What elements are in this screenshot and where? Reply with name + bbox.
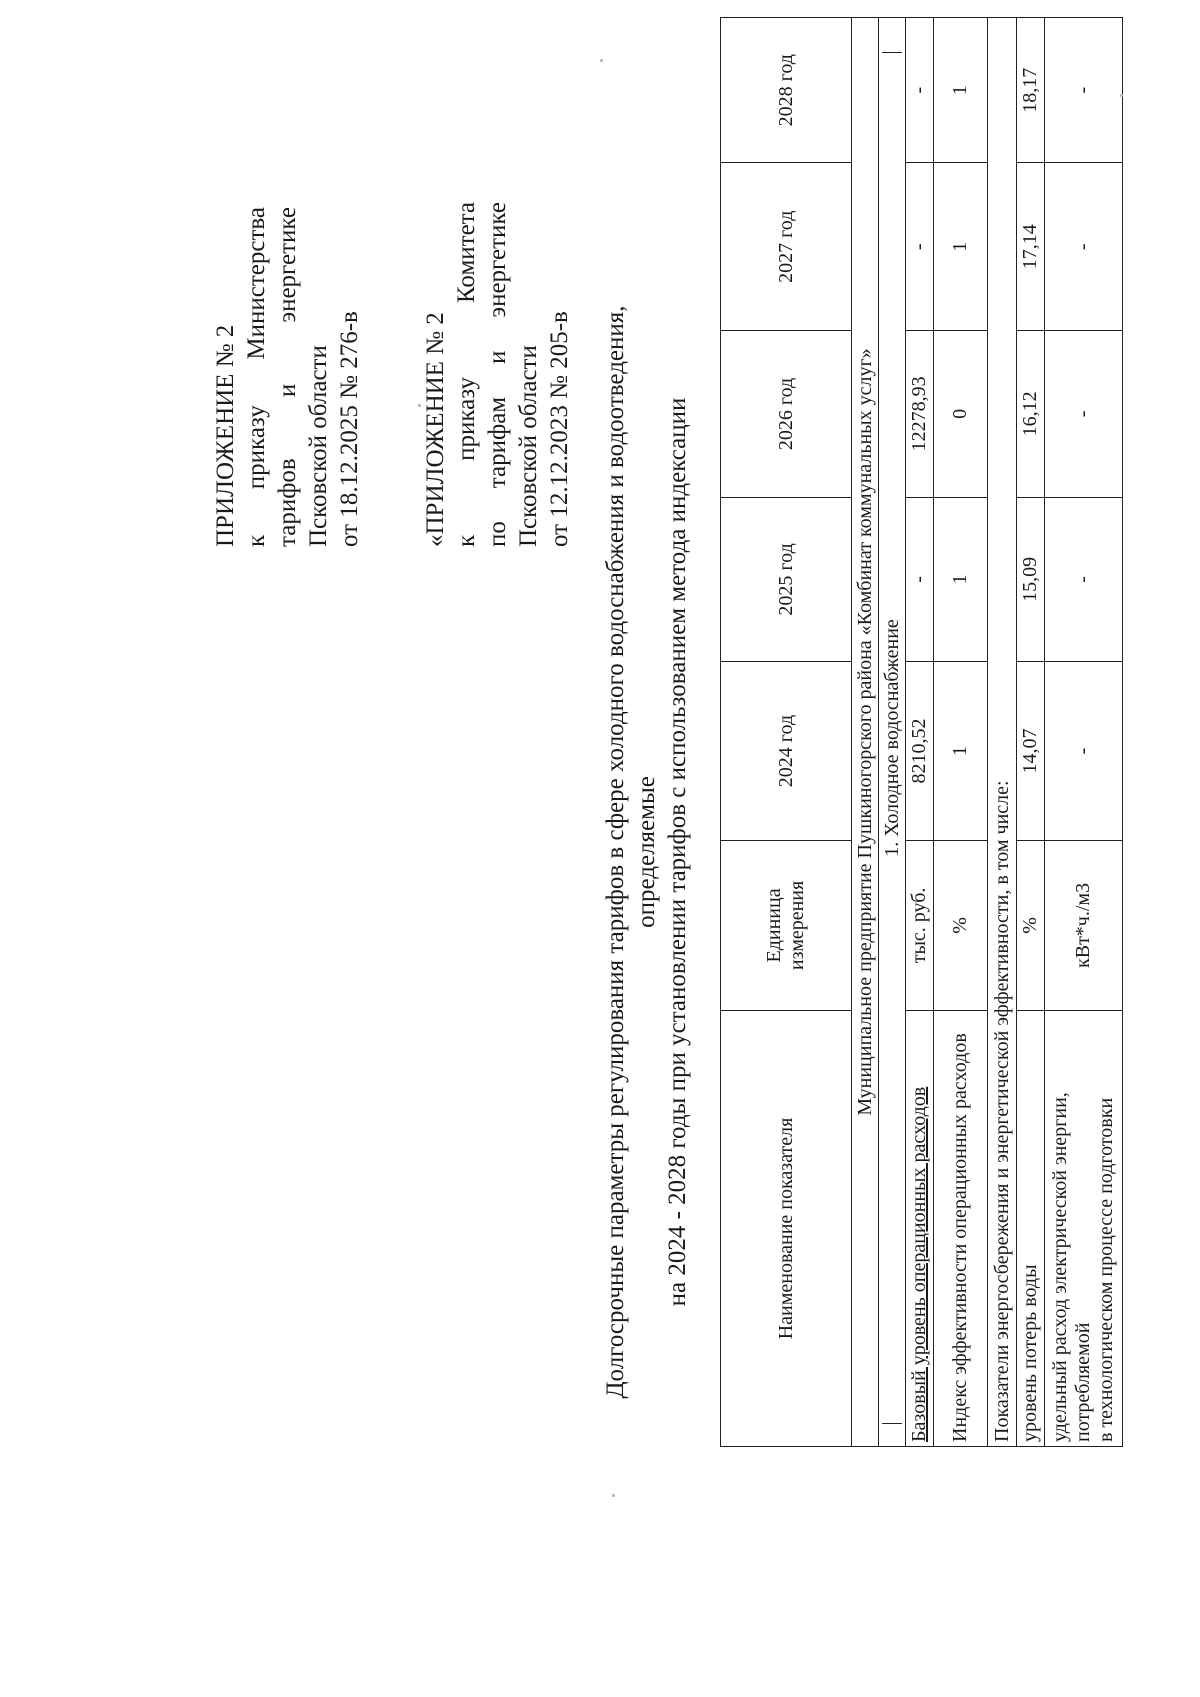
parameters-table <box>720 17 1123 1447</box>
cell: 1 <box>934 497 988 661</box>
appendix-block-previous <box>420 202 575 547</box>
table-row <box>988 18 1017 1447</box>
section-title: 1. Холодное водоснабжение <box>880 619 903 857</box>
cell: 1 <box>934 18 988 163</box>
column-header: 2027 год <box>721 163 852 331</box>
appendix-line: по тарифам и энергетике <box>484 202 511 547</box>
appendix-line: Псковской области <box>305 345 332 547</box>
cell: 1 <box>934 163 988 331</box>
cell: - <box>906 497 934 661</box>
cell: тыс. руб. <box>906 840 934 1010</box>
appendix-line: Псковской области <box>515 345 542 547</box>
table-row <box>879 18 906 1447</box>
title-line: на 2024 - 2028 годы при установлении тарифов с использованием метода индексации <box>664 397 691 1307</box>
cell: % <box>1017 840 1045 1010</box>
appendix-heading: ПРИЛОЖЕНИЕ № 2 <box>212 324 239 547</box>
cell: 14,07 <box>1017 662 1045 841</box>
document-title <box>600 227 693 1477</box>
section-row <box>879 18 906 1447</box>
cell: кВт*ч./м3 <box>1045 840 1123 1010</box>
table-header-row <box>721 18 852 1447</box>
appendix-heading: «ПРИЛОЖЕНИЕ № 2 <box>422 312 449 547</box>
table-row <box>1045 18 1123 1447</box>
scan-speck <box>612 1494 615 1497</box>
appendix-line: от 18.12.2025 № 276-в <box>336 311 363 547</box>
table-row <box>906 18 934 1447</box>
cell: 8210,52 <box>906 662 934 841</box>
table-row <box>934 18 988 1447</box>
cell: - <box>906 163 934 331</box>
column-header: 2025 год <box>721 497 852 661</box>
cell: - <box>1045 163 1123 331</box>
column-header: Наименование показателя <box>721 1010 852 1446</box>
subsection-row: Показатели энергосбережения и энергетической эффективности, в том числе: <box>988 18 1017 1447</box>
cell: % <box>934 840 988 1010</box>
cell: - <box>1045 497 1123 661</box>
table-row <box>852 18 879 1447</box>
cell: - <box>1045 331 1123 498</box>
row-label: уровень потерь воды <box>1017 1010 1045 1446</box>
row-label: Индекс эффективности операционных расходов <box>934 1010 988 1446</box>
row-label: удельный расход электрической энергии, потребляемой в технологическом процессе подготовки <box>1045 1010 1123 1446</box>
appendix-line: к приказу Министерства <box>243 207 270 547</box>
appendix-line: от 12.12.2023 № 205-в <box>546 311 573 547</box>
cell: 12278,93 <box>906 331 934 498</box>
cell: 1 <box>934 662 988 841</box>
table-row <box>1017 18 1045 1447</box>
appendix-line: к приказу Комитета <box>453 202 480 547</box>
cell: 0 <box>934 331 988 498</box>
title-line: определяемые <box>633 776 660 928</box>
column-header: 2026 год <box>721 331 852 498</box>
cell: 17,14 <box>1017 163 1045 331</box>
row-label: Базовый уровень операционных расходов <box>906 1010 934 1446</box>
column-header: Единица измерения <box>721 840 852 1010</box>
organization-row: Муниципальное предприятие Пушкиногорского района «Комбинат коммунальных услуг» <box>852 18 879 1447</box>
cell: - <box>1045 662 1123 841</box>
appendix-block-current <box>210 207 365 547</box>
column-header: 2024 год <box>721 662 852 841</box>
scan-speck <box>1120 94 1123 97</box>
column-header: 2028 год <box>721 18 852 163</box>
scan-speck <box>418 404 421 407</box>
cell: 15,09 <box>1017 497 1045 661</box>
cell: - <box>906 18 934 163</box>
cell: 18,17 <box>1017 18 1045 163</box>
title-line: Долгосрочные параметры регулирования тарифов в сфере холодного водоснабжения и водоотведения, <box>602 305 629 1399</box>
appendix-line: тарифов и энергетике <box>274 207 301 547</box>
cell: - <box>1045 18 1123 163</box>
scan-speck <box>600 59 603 62</box>
cell: 16,12 <box>1017 331 1045 498</box>
